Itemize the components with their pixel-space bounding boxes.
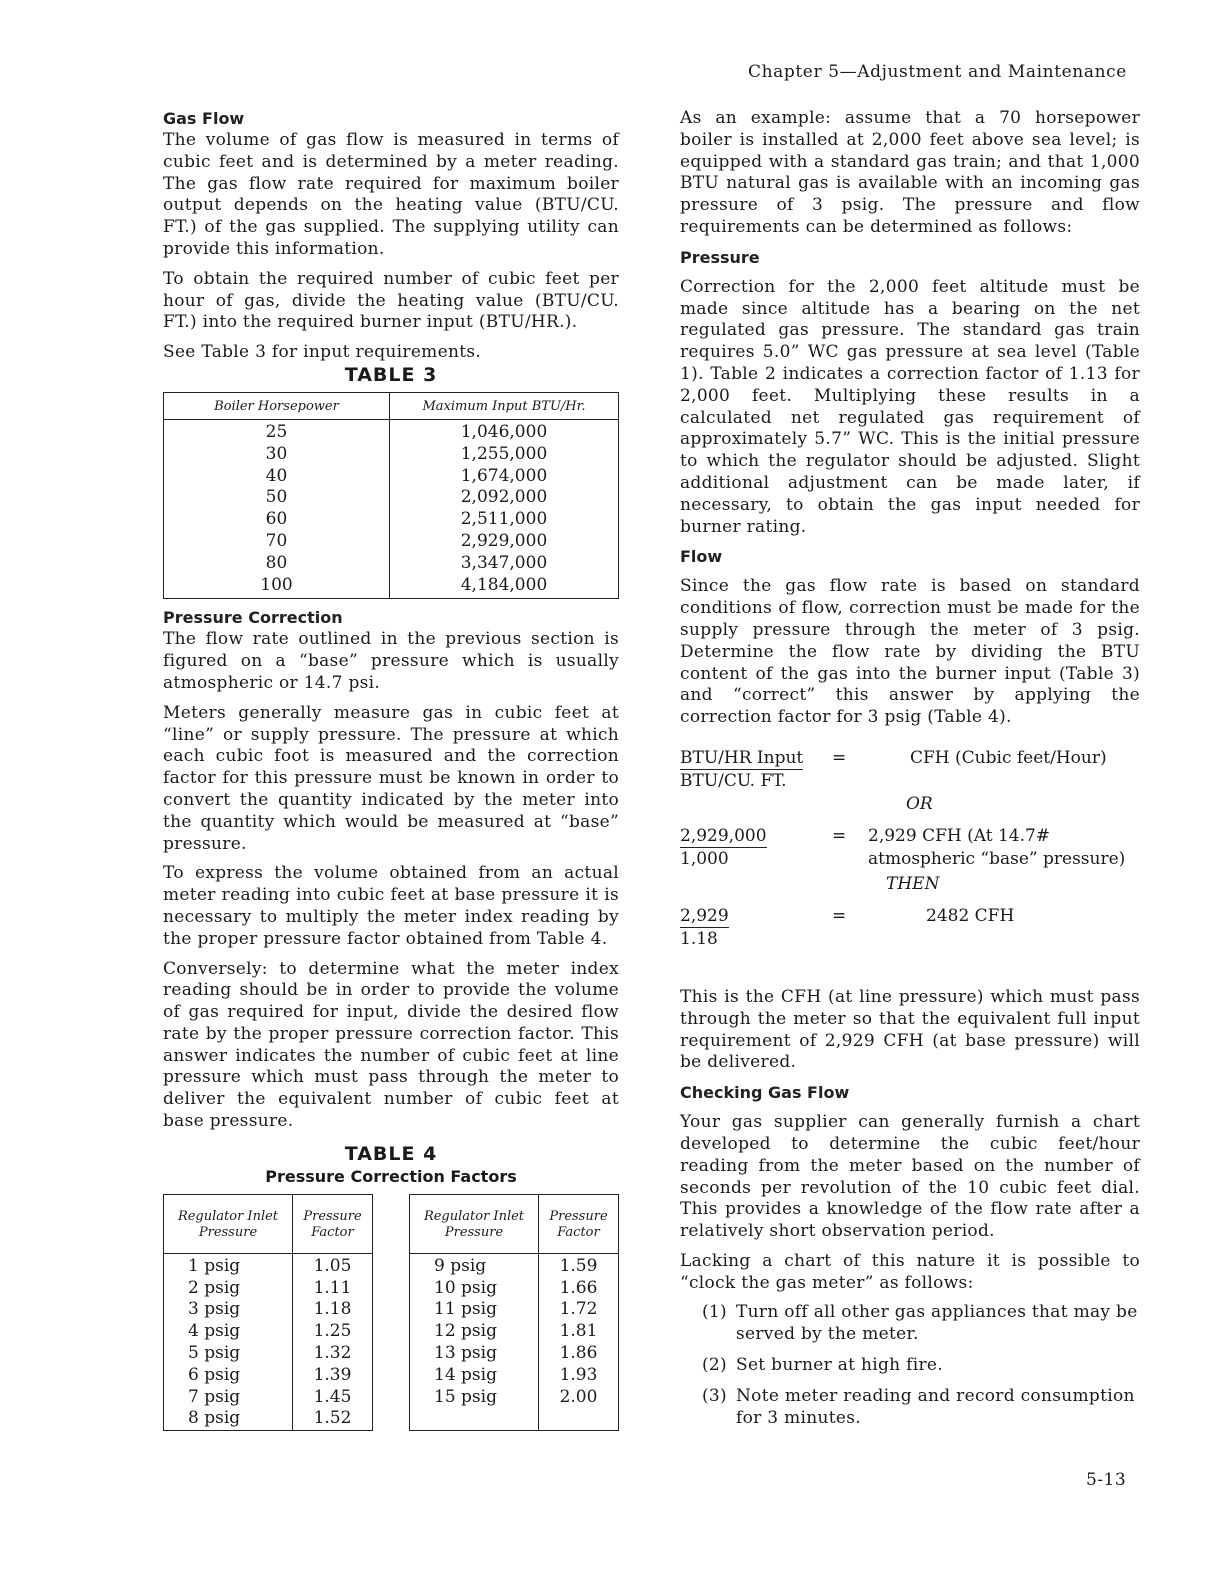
table-4-left-cell: 1.32 [313, 1343, 352, 1364]
pressure-paragraph: Correction for the 2,000 feet altitude must be made since altitude has a bearing on the net regulated gas pressure. The standard gas train requires 5.0” WC gas pressure at sea level (Table 1). Table 2 indicates a correction factor of 1.13 for 2,000 feet. Multiplying these results in a calculated net regulated gas requirement of approximately 5.7” WC. This is the initial pressure to which the regulator should be adjusted. Slight additional adjustment can be made later, if necessary, to obtain the gas input needed for burner rating. [680, 276, 1140, 537]
result-paragraph: This is the CFH (at line pressure) which must pass through the meter so that the equivalent full input requirement of 2,929 CFH (at base pressure) will be delivered. [680, 986, 1140, 1073]
table-row [410, 1321, 619, 1343]
table-row [164, 1365, 373, 1387]
table-row [164, 553, 619, 575]
equation-2-result: 2,929 CFH (At 14.7# [868, 825, 1051, 846]
list-item-number: (3) [702, 1385, 727, 1406]
equation-2-numerator: 2,929,000 [680, 825, 767, 846]
table-4-right-cell: 9 psig [410, 1253, 539, 1277]
list-item [702, 1355, 1140, 1377]
table-3-cell: 100 [164, 575, 390, 599]
table-4-right-cell: 1.59 [559, 1255, 598, 1276]
table-4-right-header-pressure: Regulator Inlet Pressure [410, 1194, 539, 1253]
pressure-correction-heading: Pressure Correction [163, 608, 343, 628]
table-4-right-cell: 2.00 [559, 1386, 598, 1407]
table-row [164, 1343, 373, 1365]
table-3-cell: 1,255,000 [460, 443, 548, 464]
table-4-right-cell: 13 psig [410, 1343, 539, 1365]
equation-3-numerator: 2,929 [680, 905, 729, 926]
table-4-left-cell: 6 psig [164, 1365, 293, 1387]
pressure-heading: Pressure [680, 247, 760, 267]
table-4-right [409, 1194, 619, 1431]
table-3-cell: 80 [164, 553, 390, 575]
pressure-correction-paragraph-4: Conversely: to determine what the meter index reading should be in order to provide the volume of gas required for input, divide the desired flow rate by the proper pressure correction factor. This answer indicates the number of cubic feet at line pressure which must pass through the meter to deliver the equivalent number of cubic feet at base pressure. [163, 958, 619, 1132]
equation-3 [680, 907, 1140, 959]
table-4-left-cell: 1 psig [164, 1253, 293, 1277]
table-4-right-cell: 1.81 [559, 1321, 598, 1342]
equation-1-numerator: BTU/HR Input [680, 747, 804, 768]
page-number: 5-13 [1086, 1470, 1127, 1490]
table-4-right-cell: 15 psig [410, 1387, 539, 1409]
gas-flow-paragraph-1: The volume of gas flow is measured in terms of cubic feet and is determined by a meter reading. The gas flow rate required for maximum boiler output depends on the heating value (BTU/CU. FT.) of the gas supplied. The supplying utility can provide this information. [163, 130, 619, 259]
equation-1-equals: = [832, 747, 847, 768]
list-item-number: (1) [702, 1302, 727, 1323]
table-row [410, 1408, 619, 1430]
equation-3-equals: = [832, 905, 847, 926]
list-item-text: Set burner at high fire. [736, 1355, 943, 1376]
equation-3-denominator: 1.18 [680, 928, 718, 949]
table-4-right-cell: 1.86 [559, 1343, 598, 1364]
table-row [164, 1387, 373, 1409]
equation-2-denominator: 1,000 [680, 848, 729, 869]
table-4-right-cell: 1.72 [559, 1299, 598, 1320]
list-item [702, 1302, 1140, 1346]
table-3-cell: 30 [164, 444, 390, 466]
table-4-left-cell: 1.39 [313, 1364, 352, 1385]
table-3-cell: 2,929,000 [460, 530, 548, 551]
left-column [163, 108, 619, 1431]
table-3-cell: 2,092,000 [460, 487, 548, 508]
table-row [410, 1365, 619, 1387]
gas-flow-paragraph-2: To obtain the required number of cubic feet per hour of gas, divide the heating value (BTU/CU. FT.) into the required burner input (BTU/HR.). [163, 268, 619, 333]
flow-heading: Flow [680, 547, 723, 567]
table-3-cell: 40 [164, 466, 390, 488]
table-row [164, 487, 619, 509]
table-3-cell: 2,511,000 [460, 509, 548, 530]
table-4-right-header-factor: Pressure Factor [539, 1194, 619, 1253]
or-label: OR [906, 793, 933, 814]
checking-paragraph-1: Your gas supplier can generally furnish a chart developed to determine the cubic feet/hour reading from the meter based on the number of seconds per revolution of the 10 cubic feet dial. This provides a knowledge of the flow rate after a relatively short observation period. [680, 1112, 1140, 1242]
table-3-header-input: Maximum Input BTU/Hr. [390, 392, 619, 419]
table-3-cell: 60 [164, 509, 390, 531]
equation-1-denominator: BTU/CU. FT. [680, 770, 787, 791]
table-4-right-cell: 10 psig [410, 1278, 539, 1300]
table-4-left-cell: 7 psig [164, 1387, 293, 1409]
equation-2 [680, 827, 1140, 879]
table-3 [163, 392, 619, 599]
then-label: THEN [886, 873, 940, 894]
checking-paragraph-2: Lacking a chart of this nature it is possible to “clock the gas meter” as follows: [680, 1250, 1140, 1293]
right-column [680, 108, 1140, 1438]
table-4-left [163, 1194, 373, 1431]
equation-1 [680, 749, 1140, 801]
table-4-left-cell: 1.52 [313, 1408, 352, 1429]
table-4-left-cell: 4 psig [164, 1321, 293, 1343]
table-3-cell: 1,674,000 [460, 465, 548, 486]
table-row [164, 1299, 373, 1321]
table-3-cell: 25 [164, 419, 390, 443]
table-4-right-cell: 12 psig [410, 1321, 539, 1343]
table-4-left-cell: 1.18 [313, 1299, 352, 1320]
table-row [164, 575, 619, 599]
table-4-left-cell: 3 psig [164, 1299, 293, 1321]
table-row [410, 1278, 619, 1300]
table-row [164, 509, 619, 531]
table-row [410, 1387, 619, 1409]
table-3-cell: 1,046,000 [460, 421, 548, 442]
table-4-left-cell: 5 psig [164, 1343, 293, 1365]
table-4-right-cell [410, 1408, 539, 1430]
table-3-title: TABLE 3 [344, 363, 438, 386]
table-4-left-cell: 2 psig [164, 1278, 293, 1300]
table-row [164, 1278, 373, 1300]
checking-gas-flow-heading: Checking Gas Flow [680, 1083, 850, 1103]
table-3-cell: 4,184,000 [460, 574, 548, 595]
table-4 [163, 1194, 619, 1431]
table-3-header-horsepower: Boiler Horsepower [164, 392, 390, 419]
equation-2-result-note: atmospheric “base” pressure) [868, 848, 1126, 869]
table-4-title: TABLE 4 [344, 1142, 438, 1165]
table-row [410, 1343, 619, 1365]
table-4-subtitle: Pressure Correction Factors [265, 1166, 517, 1186]
chapter-header: Chapter 5—Adjustment and Maintenance [748, 62, 1127, 82]
table-4-left-cell: 8 psig [164, 1408, 293, 1430]
table-row [164, 1408, 373, 1430]
table-row [164, 419, 619, 443]
pressure-correction-paragraph-1: The flow rate outlined in the previous section is figured on a “base” pressure which is usually atmospheric or 14.7 psi. [163, 629, 619, 693]
table-4-right-cell: 11 psig [410, 1299, 539, 1321]
example-intro: As an example: assume that a 70 horsepower boiler is installed at 2,000 feet above sea level; is equipped with a standard gas train; and that 1,000 BTU natural gas is available with an incoming gas pressure of 3 psig. The pressure and flow requirements can be determined as follows: [680, 108, 1140, 237]
table-row [410, 1299, 619, 1321]
table-4-left-header-factor: Pressure Factor [293, 1194, 373, 1253]
flow-paragraph: Since the gas flow rate is based on standard conditions of flow, correction must be made for the supply pressure through the meter of 3 psig. Determine the flow rate by dividing the BTU content of the gas into the burner input (Table 3) and “correct” this answer by applying the correction factor for 3 psig (Table 4). [680, 576, 1140, 728]
list-item-number: (2) [702, 1355, 727, 1376]
table-row [164, 444, 619, 466]
table-row [164, 1321, 373, 1343]
table-3-cell: 50 [164, 487, 390, 509]
table-4-left-cell: 1.45 [313, 1386, 352, 1407]
list-item [702, 1386, 1140, 1430]
equation-3-result: 2482 CFH [926, 905, 1015, 926]
gas-flow-paragraph-3: See Table 3 for input requirements. [163, 342, 482, 363]
table-4-right-cell [539, 1408, 619, 1430]
table-row [164, 531, 619, 553]
table-row [410, 1253, 619, 1277]
table-row [164, 466, 619, 488]
equation-1-result: CFH (Cubic feet/Hour) [910, 747, 1107, 768]
list-item-text: Note meter reading and record consumption for 3 minutes. [736, 1385, 1135, 1428]
table-3-cell: 70 [164, 531, 390, 553]
table-4-left-cell: 1.11 [313, 1277, 352, 1298]
table-4-left-header-pressure: Regulator Inlet Pressure [164, 1194, 293, 1253]
table-4-left-cell: 1.05 [313, 1255, 352, 1276]
table-4-right-cell: 1.93 [559, 1364, 598, 1385]
pressure-correction-paragraph-3: To express the volume obtained from an actual meter reading into cubic feet at base pressure it is necessary to multiply the meter index reading by the proper pressure factor obtained from Table 4. [163, 863, 619, 949]
list-item-text: Turn off all other gas appliances that may be served by the meter. [736, 1302, 1138, 1345]
table-3-cell: 3,347,000 [460, 552, 548, 573]
equation-2-equals: = [832, 825, 847, 846]
table-4-left-cell: 1.25 [313, 1321, 352, 1342]
table-row [164, 1253, 373, 1277]
gas-flow-heading: Gas Flow [163, 109, 245, 128]
table-4-right-cell: 14 psig [410, 1365, 539, 1387]
pressure-correction-paragraph-2: Meters generally measure gas in cubic feet at “line” or supply pressure. The pressure at which each cubic foot is measured and the correction factor for this pressure must be known in order to convert the quantity indicated by the meter into the quantity which would be measured at “base” pressure. [163, 702, 619, 854]
table-4-right-cell: 1.66 [559, 1277, 598, 1298]
